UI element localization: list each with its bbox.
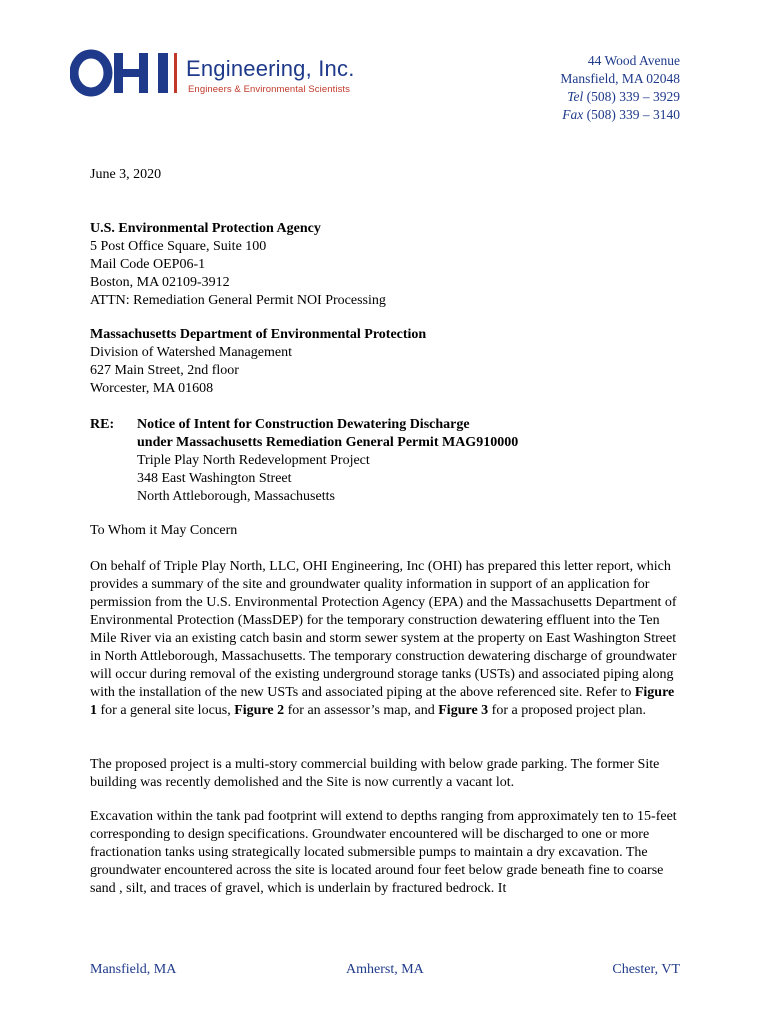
recipient-massdep-org: Massachusetts Department of Environmental Protection (90, 327, 427, 342)
subject-title: Notice of Intent for Construction Dewatering Discharge (137, 417, 470, 432)
salutation: To Whom it May Concern (90, 523, 238, 538)
body-paragraph-3: Excavation within the tank pad footprint will extend to depths ranging from approximately ten to 15-feet corresponding to design specifications. Groundwater encountered will be discharged to one or more fractionation tanks using strategically located submersible pumps to maintain a dry excavation. The groundwater encountered across the site is located around four feet below grade beneath fine to coarse sand , silt, and traces of gravel, which is underlain by fractured bedrock. It (90, 809, 677, 896)
recipient-massdep-line: 627 Main Street, 2nd floor (90, 363, 239, 378)
recipient-epa-line: ATTN: Remediation General Permit NOI Processing (90, 293, 386, 308)
address-city: Mansfield, MA 02048 (560, 71, 680, 86)
body-paragraph-1: On behalf of Triple Play North, LLC, OHI Engineering, Inc (OHI) has prepared this letter report, which provides a summary of the site and groundwater quality information in support of an application for permission from the U.S. Environmental Protection Agency (EPA) and the Massachusetts Department of Environmental Protection (MassDEP) for the temporary construction dewatering effluent into the Ten Mile River via an existing catch basin and storm sewer system at the property on East Washington Street in North Attleborough, Massachusetts. The temporary construction dewatering discharge of groundwater will occur during removal of the existing underground storage tanks (USTs) and associated piping along with the installation of the new USTs and associated piping at the above referenced site. Refer to Figure 1 for a general site locus, Figure 2 for an assessor’s map, and Figure 3 for a proposed project plan. (90, 559, 677, 718)
recipient-epa (90, 220, 386, 310)
footer-office-chester: Chester, VT (612, 962, 680, 977)
company-logo (70, 48, 360, 103)
recipient-epa-line: 5 Post Office Square, Suite 100 (90, 239, 267, 254)
figure-1-ref: Figure 1 (90, 685, 675, 718)
subject-permit: under Massachusetts Remediation General Permit MAG910000 (137, 435, 519, 450)
recipient-epa-line: Mail Code OEP06-1 (90, 257, 206, 272)
recipient-massdep-line: Division of Watershed Management (90, 345, 292, 360)
subject-project: Triple Play North Redevelopment Project (137, 453, 370, 468)
subject-town: North Attleborough, Massachusetts (137, 489, 335, 504)
body-paragraph-2: The proposed project is a multi-story commercial building with below grade parking. The former Site building was recently demolished and the Site is now currently a vacant lot. (90, 757, 660, 790)
ohi-logo-mark (70, 48, 186, 98)
recipient-massdep (90, 326, 426, 398)
logo-company-name: Engineering, Inc. (186, 56, 355, 81)
footer-office-amherst: Amherst, MA (346, 962, 424, 977)
recipient-epa-line: Boston, MA 02109-3912 (90, 275, 230, 290)
footer-office-mansfield: Mansfield, MA (90, 962, 177, 977)
address-street: 44 Wood Avenue (587, 53, 680, 68)
figure-3-ref: Figure 3 (438, 703, 489, 718)
address-tel: Tel (508) 339 – 3929 (567, 89, 680, 104)
subject-address: 348 East Washington Street (137, 471, 292, 486)
logo-tagline: Engineers & Environmental Scientists (188, 84, 351, 95)
address-fax: Fax (508) 339 – 3140 (562, 107, 680, 122)
subject-label: RE: (90, 417, 115, 432)
recipient-epa-org: U.S. Environmental Protection Agency (90, 221, 321, 236)
subject-lines (137, 416, 518, 506)
letter-date: June 3, 2020 (90, 167, 162, 182)
header-address (560, 52, 680, 124)
recipient-massdep-line: Worcester, MA 01608 (90, 381, 214, 396)
figure-2-ref: Figure 2 (234, 703, 285, 718)
